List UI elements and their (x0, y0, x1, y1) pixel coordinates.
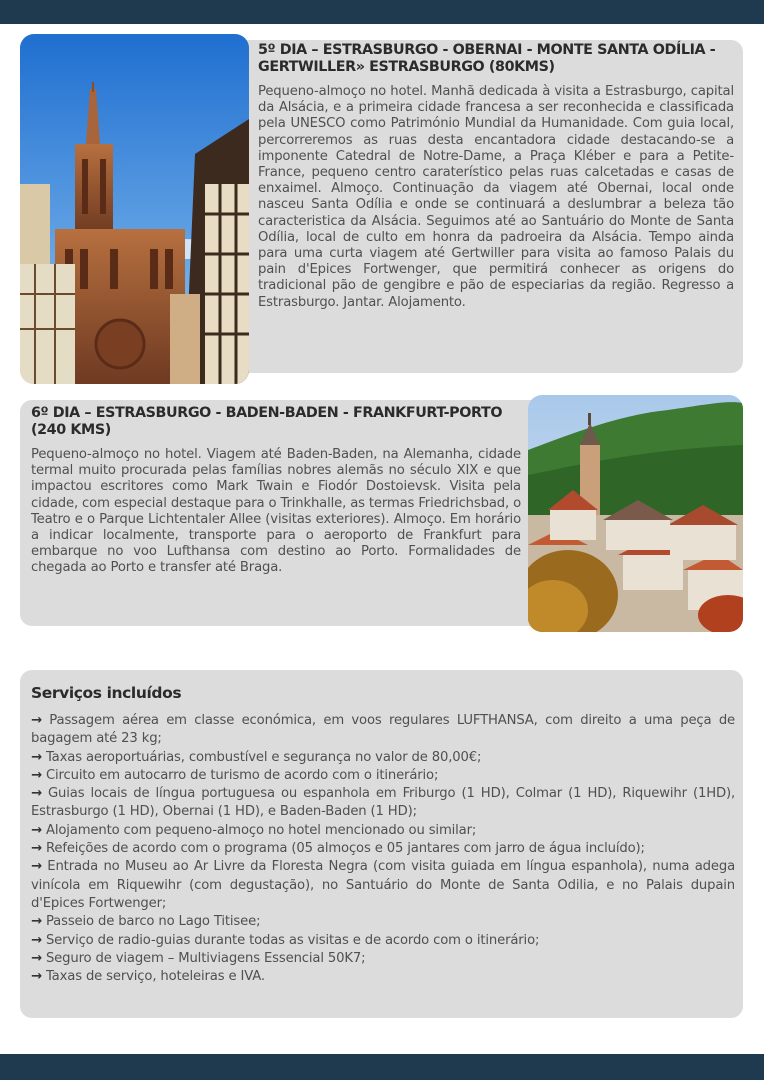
service-item-text: Passagem aérea em classe económica, em voos regulares LUFTHANSA, com direito a uma peça de bagagem até 23 kg; (31, 713, 736, 747)
service-item (31, 950, 735, 968)
arrow-right-icon: → (31, 767, 42, 783)
arrow-right-icon: → (31, 749, 42, 765)
arrow-right-icon: → (31, 950, 42, 966)
arrow-right-icon: → (31, 786, 42, 802)
day6-title: 6º DIA – ESTRASBURGO - BADEN-BADEN - FRANKFURT-PORTO (240 KMS) (31, 405, 503, 438)
day5-title: 5º DIA – ESTRASBURGO - OBERNAI - MONTE SANTA ODÍLIA - GERTWILLER» ESTRASBURGO (80KMS) (258, 42, 716, 75)
service-item-text: Taxas de serviço, hoteleiras e IVA. (45, 969, 265, 985)
service-item (31, 767, 735, 785)
services-list (31, 712, 735, 986)
services-title: Serviços incluídos (31, 684, 182, 702)
service-item-text: Entrada no Museu ao Ar Livre da Floresta Negra (com visita guiada em língua espanhola), numa adega vinícola em Riquewihr (com degustação), no Santuário do Monte de Santa Odilia, e no Palais dupain d'Epices Fortwenger; (31, 859, 735, 911)
service-item-text: Refeições de acordo com o programa (05 almoços e 05 jantares com jarro de água incluído); (45, 841, 645, 857)
arrow-right-icon: → (31, 969, 42, 985)
arrow-right-icon: → (31, 914, 42, 930)
day5-text (258, 42, 734, 311)
arrow-right-icon: → (31, 859, 42, 875)
service-item-text: Alojamento com pequeno-almoço no hotel mencionado ou similar; (45, 822, 477, 838)
arrow-right-icon: → (31, 822, 42, 838)
day6-body: Pequeno-almoço no hotel. Viagem até Baden-Baden, na Alemanha, cidade termal muito procurada pelas famílias nobres alemãs no século XIX e que impactou escritores como Mark Twain e Fiodór Dostoievsk. Visita pela cidade, com especial destaque para o Trinkhalle, as termas Friedrichsbad, o Teatro e o Parque Lichtentaler Allee (visitas exteriores). Almoço. Em horário a indicar localmente, transporte para o aeroporto de Frankfurt para embarque no voo Lufthansa com destino ao Porto. Formalidades de chegada ao Porto e transfer até Braga. (31, 447, 521, 576)
service-item (31, 968, 735, 986)
service-item (31, 712, 735, 749)
service-item (31, 785, 735, 822)
service-item (31, 749, 735, 767)
strasbourg-cathedral-photo (20, 34, 249, 384)
footer-bar (0, 1054, 764, 1080)
arrow-right-icon: → (31, 713, 42, 728)
service-item (31, 840, 735, 858)
service-item (31, 932, 735, 950)
service-item-text: Seguro de viagem – Multiviagens Essencial 50K7; (45, 950, 366, 966)
service-item (31, 858, 735, 913)
arrow-right-icon: → (31, 932, 42, 948)
service-item-text: Serviço de radio-guias durante todas as visitas e de acordo com o itinerário; (45, 932, 540, 948)
service-item-text: Passeio de barco no Lago Titisee; (45, 914, 261, 930)
service-item (31, 822, 735, 840)
arrow-right-icon: → (31, 841, 42, 857)
day6-text (31, 405, 521, 577)
services-section (31, 684, 735, 986)
service-item-text: Circuito em autocarro de turismo de acordo com o itinerário; (45, 767, 439, 783)
day5-body: Pequeno-almoço no hotel. Manhã dedicada à visita a Estrasburgo, capital da Alsácia, e a primeira cidade francesa a ser reconhecida e classificada pela UNESCO como Património Mundial da Humanidade. Com guia local, percorreremos as ruas desta encantadora cidade destacando-se a imponente Catedral de Notre-Dame, a Praça Kléber e para a Petite-France, pequeno centro caraterístico pelas ruas calcetadas e casas de enxaimel. Almoço. Continuação da viagem até Obernai, local onde nasceu Santa Odília e onde se continuará a deslumbrar a beleza tão caracteristica da Alsácia. Seguimos até ao Santuário do Monte de Santa Odília, local de culto em honra da padroeira da Alsácia. Tempo ainda para uma curta viagem até Gertwiller para visita ao famoso Palais du pain d'Epices Fortwenger, que permitirá conhecer as origens do tradicional pão de gengibre e pão de especiarias da região. Regresso a Estrasburgo. Jantar. Alojamento. (258, 84, 734, 310)
service-item-text: Guias locais de língua portuguesa ou espanhola em Friburgo (1 HD), Colmar (1 HD), Riquewihr (1HD), Estrasburgo (1 HD), Obernai (1 HD), e Baden-Baden (1 HD); (31, 786, 735, 820)
service-item-text: Taxas aeroportuárias, combustível e segurança no valor de 80,00€; (45, 749, 482, 765)
header-bar (0, 0, 764, 24)
baden-baden-town-photo (528, 395, 743, 632)
service-item (31, 913, 735, 931)
